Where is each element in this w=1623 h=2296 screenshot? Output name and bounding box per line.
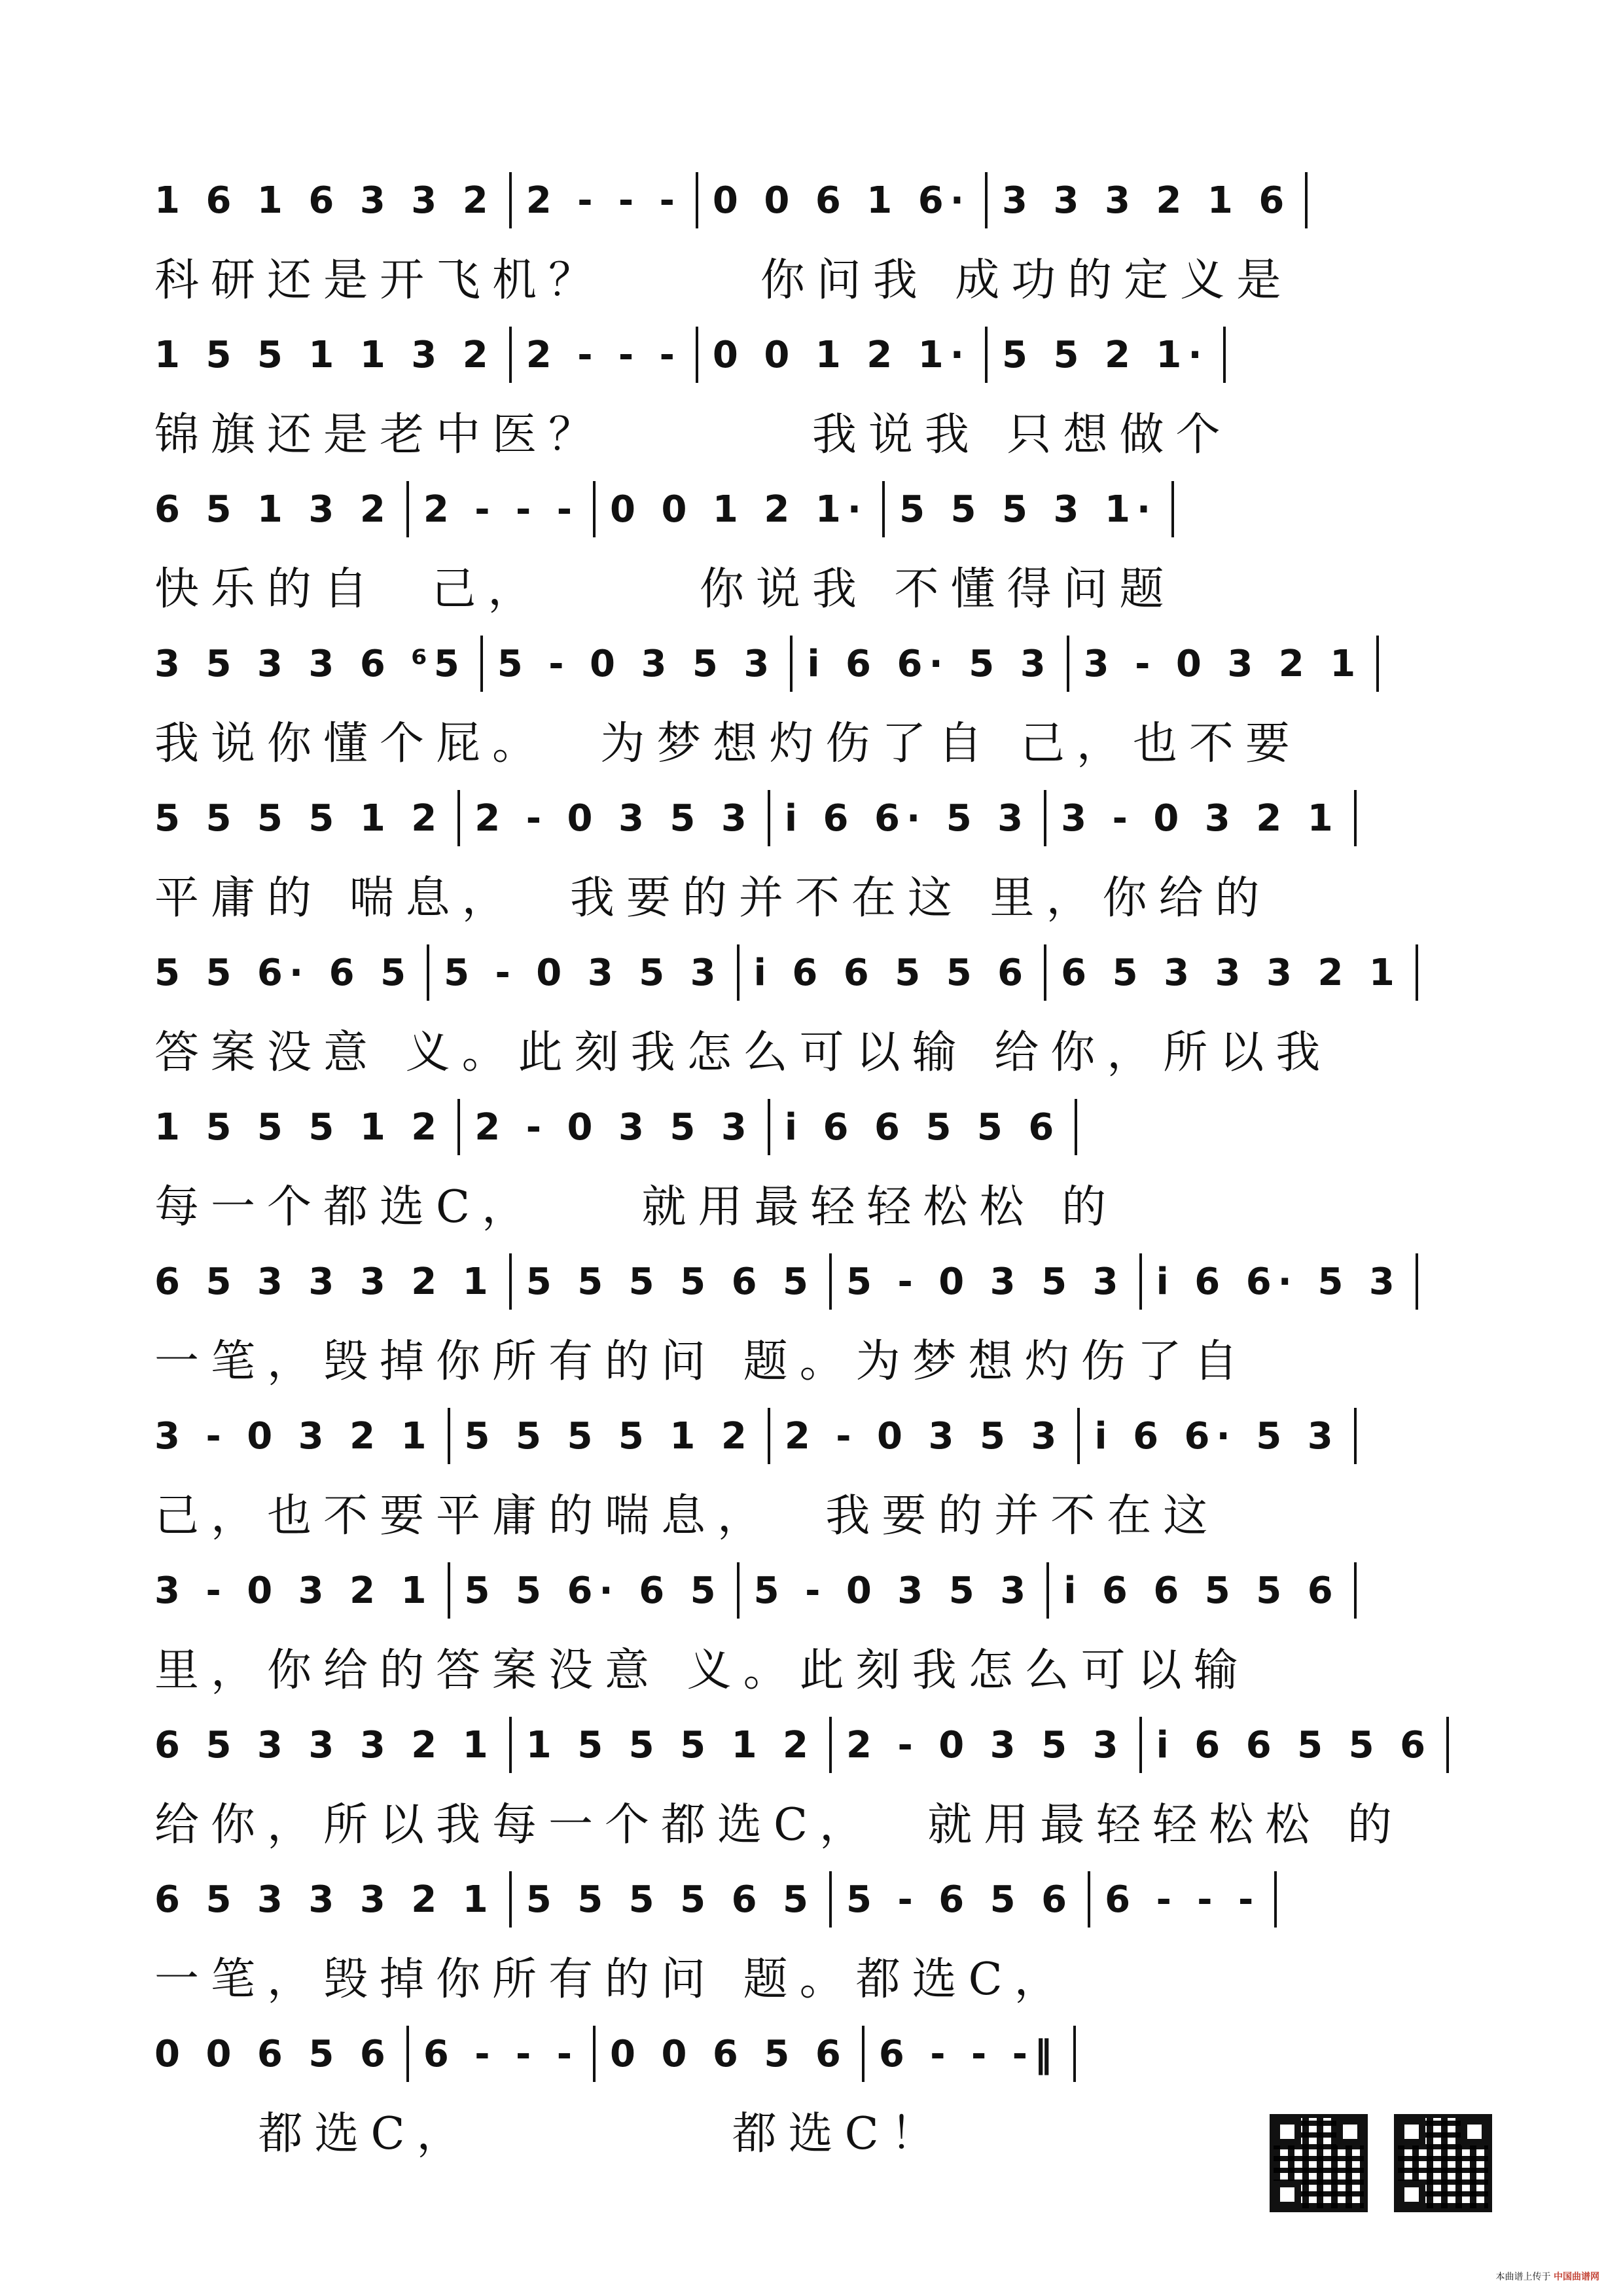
measure: i 6 6· 5 3	[784, 797, 1030, 840]
footer-text: 本曲谱上传于	[1495, 2272, 1551, 2282]
measure: 6 - - -‖	[878, 2032, 1059, 2075]
qr-finder-icon	[1274, 2181, 1301, 2208]
footer-brand[interactable]: 中国曲谱网	[1554, 2272, 1599, 2282]
barline	[509, 1717, 512, 1773]
measure: i 6 6 5 5 6	[784, 1105, 1061, 1149]
measure: 0 0 1 2 1·	[610, 488, 868, 531]
score-system	[0, 929, 1623, 1084]
barline	[509, 1871, 512, 1928]
measure: 0 0 1 2 1·	[712, 333, 971, 376]
measure: i 6 6· 5 3	[1094, 1414, 1340, 1458]
measure: i 6 6· 5 3	[807, 642, 1052, 685]
score-system	[0, 466, 1623, 620]
barline	[790, 636, 793, 692]
lyrics-line: 己，也不要平庸的喘息， 我要的并不在这	[154, 1490, 1220, 1542]
score-system	[0, 1238, 1623, 1393]
notation-line	[154, 620, 1483, 707]
barline	[448, 1562, 450, 1619]
lyrics-line: 都选C， 都选C！	[154, 2108, 947, 2160]
measure: 5 - 0 3 5 3	[497, 642, 776, 685]
lyrics-line: 里，你给的答案没意 义。此刻我怎么可以输	[154, 1644, 1250, 1696]
barline	[509, 172, 512, 228]
barline	[1274, 1871, 1277, 1928]
lyrics-line: 一笔，毁掉你所有的问 题。为梦想灼伤了自	[154, 1335, 1250, 1388]
barline	[985, 172, 988, 228]
barline	[829, 1253, 832, 1310]
barline	[829, 1717, 832, 1773]
barline	[1354, 1408, 1357, 1464]
notation-line	[154, 929, 1483, 1016]
barline	[1139, 1253, 1142, 1310]
barline	[1139, 1717, 1142, 1773]
measure: 2 - - -	[526, 179, 681, 222]
measure: i 6 6 5 5 6	[1156, 1723, 1433, 1767]
qr-finder-icon	[1398, 2181, 1425, 2208]
barline	[696, 172, 698, 228]
lyrics-line: 我说你懂个屁。 为梦想灼伤了自 己，也不要	[154, 717, 1302, 770]
barline	[1354, 1562, 1357, 1619]
measure: 3 - 0 3 2 1	[154, 1569, 433, 1612]
barline	[593, 2026, 596, 2082]
barline	[1416, 1253, 1418, 1310]
measure: 1 5 5 5 1 2	[154, 1105, 444, 1149]
barline	[882, 481, 885, 537]
measure: 3 - 0 3 2 1	[1061, 797, 1340, 840]
barline	[1416, 944, 1418, 1001]
measure: 5 5 6· 6 5	[464, 1569, 722, 1612]
measure: 3 - 0 3 2 1	[1083, 642, 1363, 685]
score-system	[0, 1547, 1623, 1702]
barline	[1223, 327, 1226, 383]
notation-line	[154, 1393, 1483, 1479]
measure: 5 - 0 3 5 3	[753, 1569, 1033, 1612]
notation-line	[154, 157, 1483, 243]
lyrics-line: 一笔，毁掉你所有的问 题。都选C，	[154, 1953, 1071, 2005]
qr-code-icon	[1394, 2114, 1492, 2212]
barline	[1171, 481, 1174, 537]
score-system	[0, 1393, 1623, 1547]
measure: 5 5 5 5 6 5	[526, 1878, 815, 1921]
barline	[509, 327, 512, 383]
measure: 5 5 5 3 1·	[899, 488, 1158, 531]
barline	[1376, 636, 1379, 692]
measure: 3 5 3 3 6 ⁶5	[154, 642, 466, 685]
notation-line	[154, 466, 1483, 552]
measure: 1 5 5 1 1 3 2	[154, 333, 495, 376]
score-system	[0, 775, 1623, 929]
qr-code-icon	[1270, 2114, 1368, 2212]
barline	[1446, 1717, 1449, 1773]
qr-finder-icon	[1274, 2118, 1301, 2145]
score-system	[0, 1084, 1623, 1238]
score-system	[0, 620, 1623, 775]
barline	[1046, 1562, 1049, 1619]
lyrics-line: 快乐的自 己， 你说我 不懂得问题	[154, 563, 1176, 615]
measure: 6 5 3 3 3 2 1	[154, 1260, 495, 1303]
notation-line	[154, 1547, 1483, 1634]
lyrics-line: 每一个都选C， 就用最轻轻松松 的	[154, 1181, 1118, 1233]
barline	[1077, 1408, 1080, 1464]
barline	[457, 1099, 460, 1155]
barline	[457, 790, 460, 846]
barline	[1088, 1871, 1090, 1928]
measure: 2 - 0 3 5 3	[474, 797, 753, 840]
qr-finder-icon	[1398, 2118, 1425, 2145]
measure: 6 5 3 3 3 2 1	[154, 1878, 495, 1921]
measure: 5 - 6 5 6	[846, 1878, 1074, 1921]
measure: 6 - - -	[423, 2032, 579, 2075]
qr-finder-icon	[1336, 2118, 1364, 2145]
measure: 0 0 6 5 6	[610, 2032, 847, 2075]
measure: i 6 6· 5 3	[1156, 1260, 1401, 1303]
barline	[768, 790, 770, 846]
measure: 5 - 0 3 5 3	[444, 951, 722, 994]
measure: 2 - - -	[423, 488, 579, 531]
barline	[509, 1253, 512, 1310]
lyrics-line: 科研还是开飞机？ 你问我 成功的定义是	[154, 254, 1293, 306]
notation-line	[154, 1084, 1483, 1170]
measure: 3 3 3 2 1 6	[1002, 179, 1291, 222]
measure: 5 5 5 5 1 2	[154, 797, 444, 840]
barline	[768, 1408, 770, 1464]
measure: 2 - 0 3 5 3	[784, 1414, 1063, 1458]
measure: 3 - 0 3 2 1	[154, 1414, 433, 1458]
measure: 2 - 0 3 5 3	[474, 1105, 753, 1149]
measure: 5 5 5 5 6 5	[526, 1260, 815, 1303]
notation-line	[154, 775, 1483, 861]
measure: 5 5 6· 6 5	[154, 951, 413, 994]
measure: i 6 6 5 5 6	[1063, 1569, 1340, 1612]
score-system	[0, 1856, 1623, 2011]
barline	[829, 1871, 832, 1928]
barline	[737, 1562, 740, 1619]
barline	[593, 481, 596, 537]
barline	[427, 944, 429, 1001]
measure: 2 - 0 3 5 3	[846, 1723, 1125, 1767]
lyrics-line: 平庸的 喘息， 我要的并不在这 里，你给的	[154, 872, 1272, 924]
lyrics-line: 给你，所以我每一个都选C， 就用最轻轻松松 的	[154, 1799, 1404, 1851]
notation-line	[154, 1856, 1483, 1943]
measure: 5 5 5 5 1 2	[464, 1414, 753, 1458]
measure: 1 6 1 6 3 3 2	[154, 179, 495, 222]
barline	[448, 1408, 450, 1464]
measure: 6 5 3 3 3 2 1	[1061, 951, 1401, 994]
barline	[1073, 2026, 1076, 2082]
barline	[1354, 790, 1357, 846]
barline	[862, 2026, 865, 2082]
upload-footer	[1496, 2270, 1599, 2283]
barline	[737, 944, 740, 1001]
score-system	[0, 2011, 1623, 2165]
measure: 6 - - -	[1105, 1878, 1260, 1921]
notation-line	[154, 1702, 1483, 1788]
measure: 1 5 5 5 1 2	[526, 1723, 815, 1767]
measure: 0 0 6 1 6·	[712, 179, 971, 222]
measure: 0 0 6 5 6	[154, 2032, 392, 2075]
measure: 5 5 2 1·	[1002, 333, 1209, 376]
barline	[985, 327, 988, 383]
measure: 5 - 0 3 5 3	[846, 1260, 1125, 1303]
notation-line	[154, 1238, 1483, 1325]
qr-finder-icon	[1461, 2118, 1488, 2145]
barline	[1044, 944, 1046, 1001]
barline	[696, 327, 698, 383]
barline	[406, 481, 409, 537]
score-system	[0, 157, 1623, 312]
barline	[768, 1099, 770, 1155]
score-system	[0, 1702, 1623, 1856]
notation-line	[154, 312, 1483, 398]
barline	[480, 636, 483, 692]
barline	[1075, 1099, 1077, 1155]
measure: 6 5 1 3 2	[154, 488, 392, 531]
barline	[1305, 172, 1308, 228]
notation-line	[154, 2011, 1483, 2097]
measure: i 6 6 5 5 6	[753, 951, 1030, 994]
barline	[1067, 636, 1069, 692]
measure: 2 - - -	[526, 333, 681, 376]
barline	[1044, 790, 1046, 846]
lyrics-line: 锦旗还是老中医？ 我说我 只想做个	[154, 408, 1232, 461]
barline	[406, 2026, 409, 2082]
score-system	[0, 312, 1623, 466]
measure: 6 5 3 3 3 2 1	[154, 1723, 495, 1767]
lyrics-line: 答案没意 义。此刻我怎么可以输 给你，所以我	[154, 1026, 1332, 1079]
